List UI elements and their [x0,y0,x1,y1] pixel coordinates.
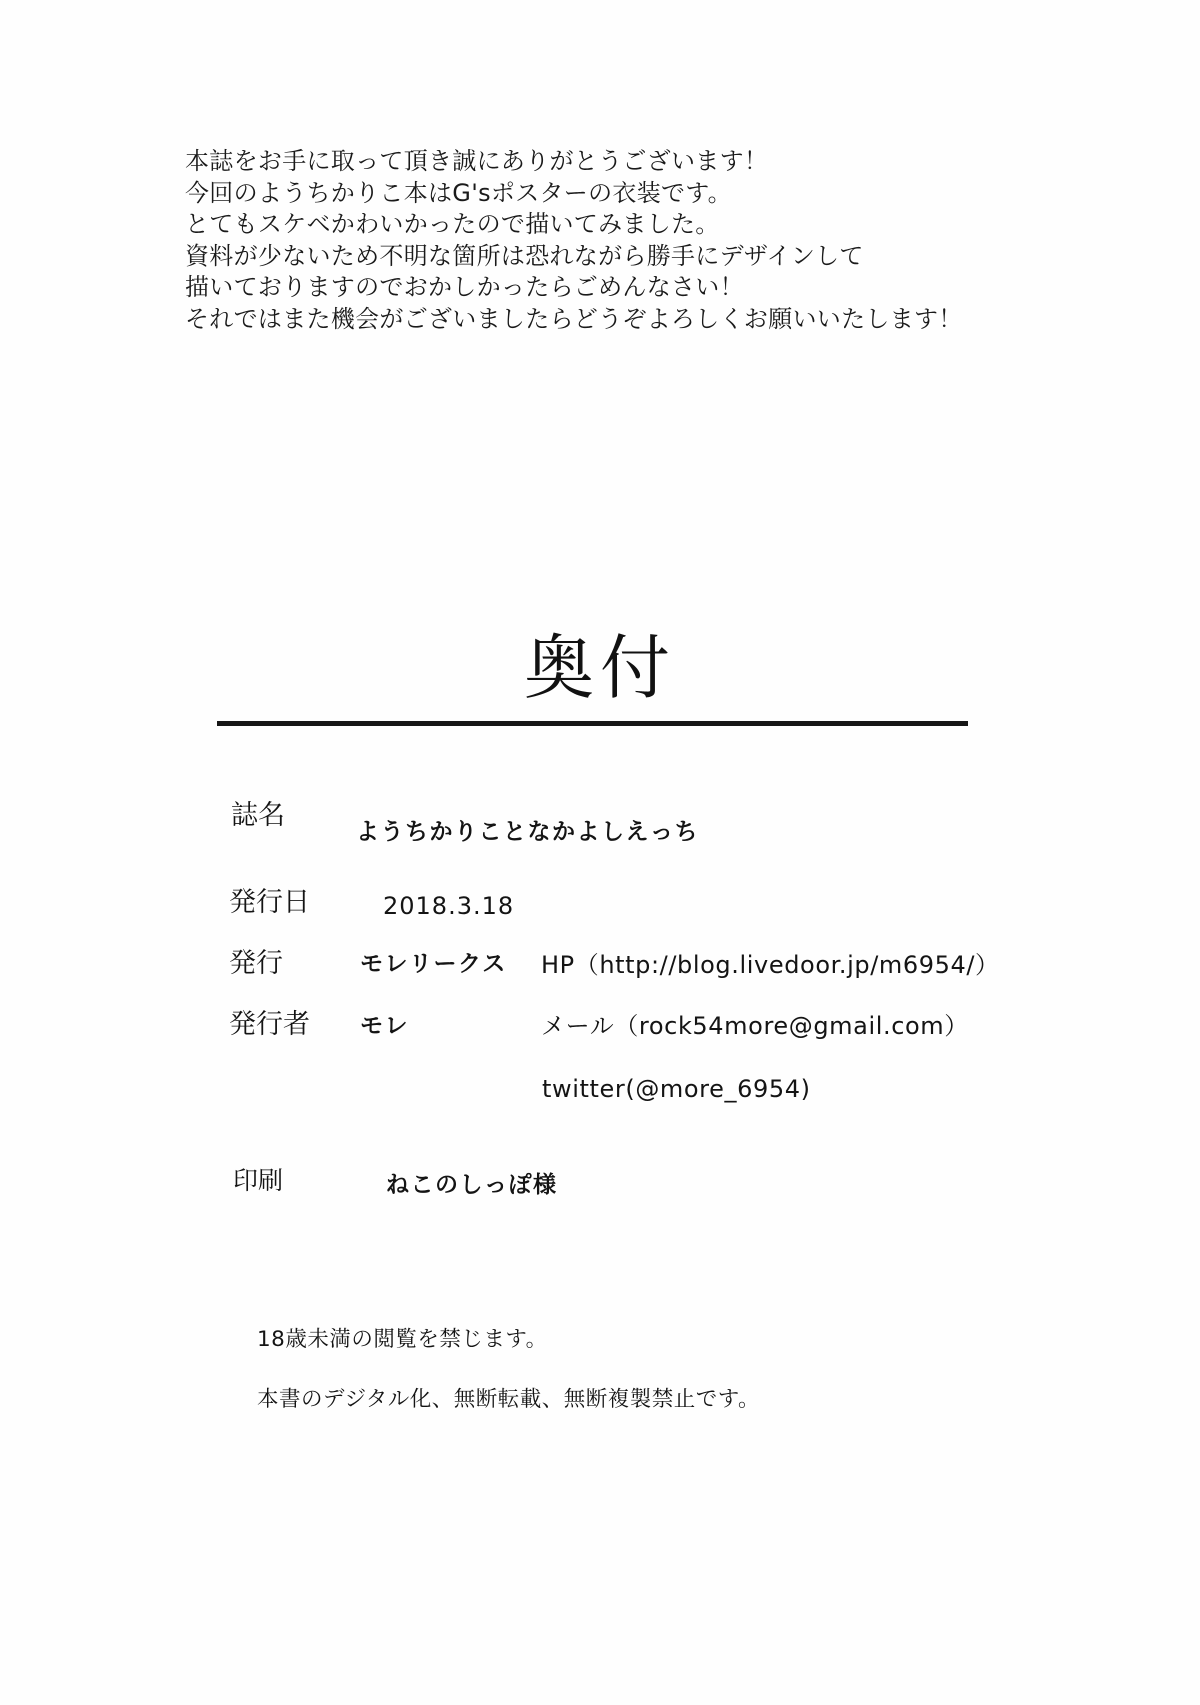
issuer-label: 発行者 [229,1009,310,1040]
copyright-notice: 本書のデジタル化、無断転載、無断複製禁止です。 [257,1387,760,1412]
twitter-contact[interactable]: twitter(@more_6954) [542,1075,811,1103]
email-contact[interactable]: メール（rock54more@gmail.com） [541,1012,969,1040]
magazine-name-label: 誌名 [231,800,285,831]
afterword-line: とてもスケベかわいかったので描いてみました。 [185,210,720,238]
afterword-text [185,146,1085,335]
printing-value: ねこのしっぽ様 [386,1172,558,1198]
afterword-line: 今回のようちかりこ本はG'sポスターの衣装です。 [185,178,732,207]
publisher-value: モレリークス [360,951,507,977]
title-divider [217,721,968,726]
afterword-line: 本誌をお手に取って頂き誠にありがとうございます！ [185,147,769,175]
colophon-title: 奥付 [524,627,676,709]
publish-date-value: 2018.3.18 [383,892,515,920]
magazine-name-value: ようちかりことなかよしえっち [356,819,699,845]
afterword-line: 資料が少ないため不明な箇所は恐れながら勝手にデザインして [185,241,864,270]
publisher-label: 発行 [229,948,283,979]
printing-label: 印刷 [233,1166,284,1195]
homepage-link[interactable]: HP（http://blog.livedoor.jp/m6954/） [541,951,1000,979]
age-restriction-notice: 18歳未満の閲覧を禁じます。 [257,1327,548,1352]
afterword-line: それではまた機会がございましたらどうぞよろしくお願いいたします！ [185,304,963,333]
issuer-value: モレ [360,1013,409,1039]
publish-date-label: 発行日 [229,887,310,918]
afterword-line: 描いておりますのでおかしかったらごめんなさい！ [185,273,744,301]
